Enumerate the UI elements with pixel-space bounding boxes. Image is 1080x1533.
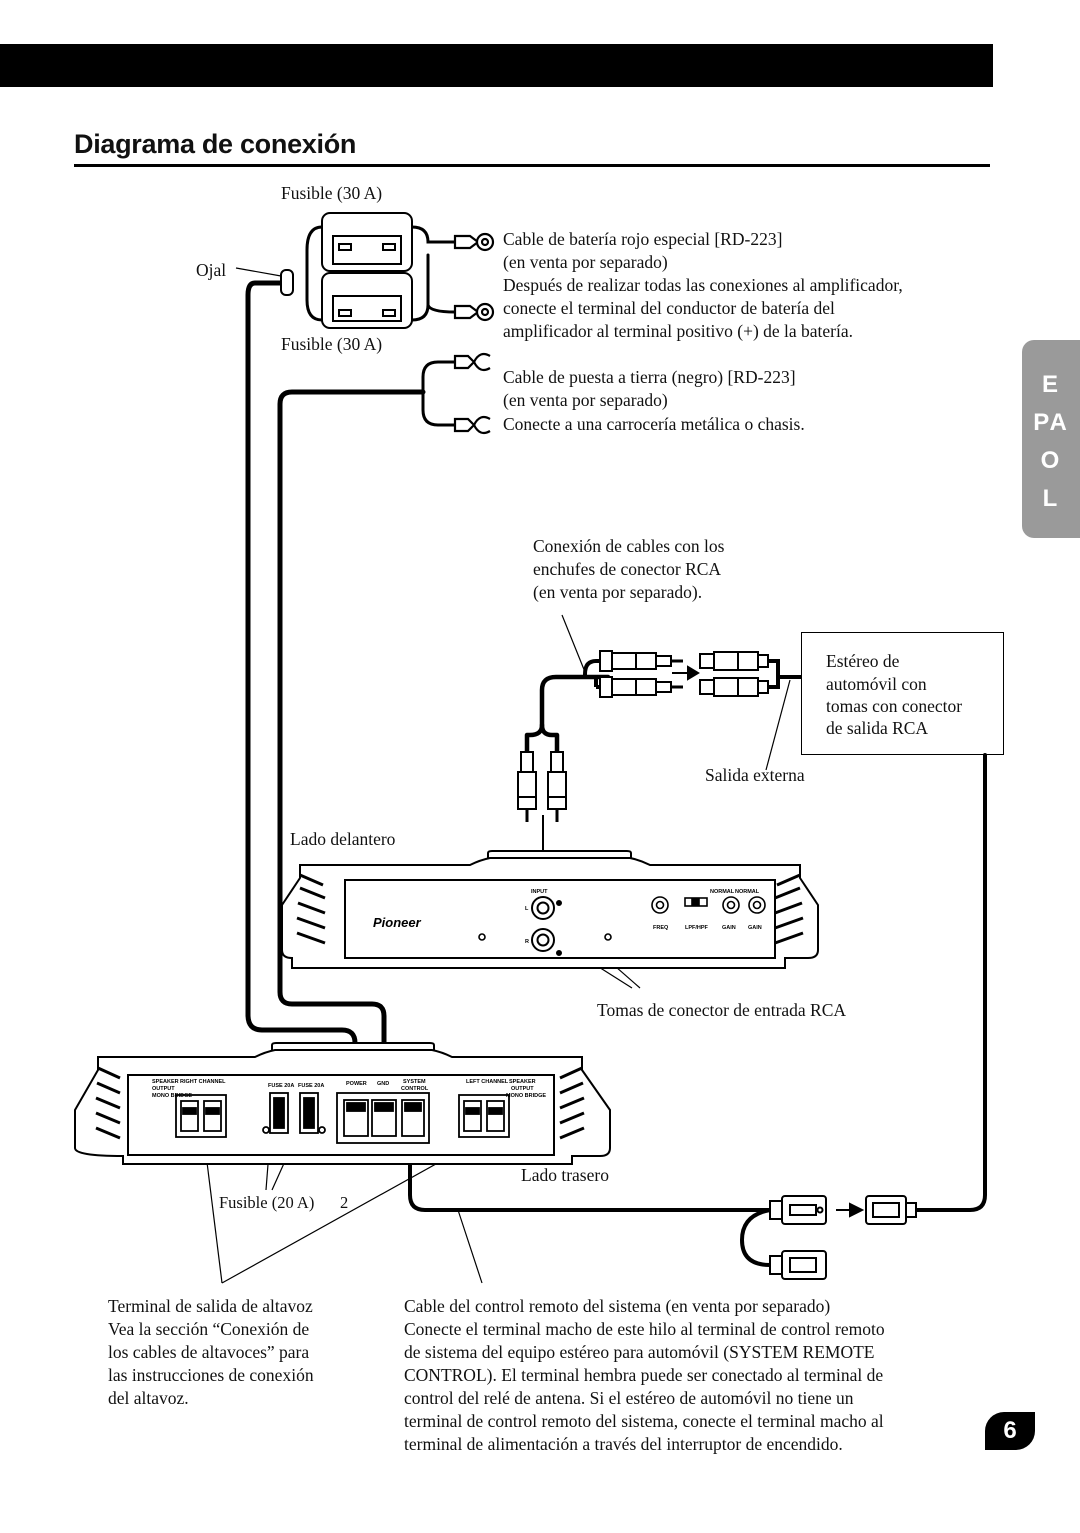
ground-cable: [280, 392, 423, 1105]
speaker-terminal-right: [176, 1095, 226, 1137]
grommet: [281, 270, 293, 295]
fuse-20a-count: 2: [340, 1193, 349, 1212]
rca-input-label: Tomas de conector de entrada RCA: [597, 1000, 847, 1020]
rear-output-l: OUTPUT: [511, 1086, 534, 1092]
stereo-label-2: automóvil con: [826, 674, 927, 694]
rear-output-r: OUTPUT: [152, 1086, 175, 1092]
rca-plugs-amp-side: [585, 651, 683, 697]
remote-female-connector-2: [770, 1251, 826, 1279]
amp-lpf-label: LPF/HPF: [685, 925, 708, 931]
speaker-note-4: las instrucciones de conexión: [108, 1365, 314, 1385]
rca-cable: [527, 677, 608, 752]
power-terminal-block: [337, 1093, 429, 1143]
rear-mono-bridge-r: MONO BRIDGE: [152, 1093, 193, 1099]
battery-note-3: amplificador al terminal positivo (+) de la batería.: [503, 321, 854, 341]
remote-note-2: Conecte el terminal macho de este hilo al terminal de control remoto: [404, 1319, 885, 1339]
battery-cable-label: Cable de batería rojo especial [RD-223]: [503, 229, 783, 249]
external-output-label: Salida externa: [705, 765, 805, 785]
amp-input-label: INPUT: [531, 889, 548, 895]
stereo-label-1: Estéreo de: [826, 651, 900, 671]
rear-left-channel: LEFT CHANNEL: [466, 1079, 509, 1085]
connect-arrow: [672, 667, 698, 679]
rca-note-1: Conexión de cables con los: [533, 536, 725, 556]
battery-note-1: Después de realizar todas las conexiones al amplificador,: [503, 275, 903, 295]
rca-note-2: enchufes de conector RCA: [533, 559, 722, 579]
rear-gnd: GND: [377, 1081, 390, 1087]
page-title: Diagrama de conexión: [74, 129, 357, 159]
fuse-holder-bottom: [322, 273, 412, 328]
amp-l-label: L: [525, 906, 529, 912]
speaker-note-2: Vea la sección “Conexión de: [108, 1319, 310, 1339]
battery-ring-terminals: [455, 234, 493, 320]
remote-note-7: terminal de alimentación a través del interruptor de encendido.: [404, 1434, 843, 1454]
ground-note: Conecte a una carrocería metálica o chasis.: [503, 414, 805, 434]
remote-note-6: terminal de control remoto del sistema, conecte el terminal macho al: [404, 1411, 884, 1431]
speaker-note-1: Terminal de salida de altavoz: [108, 1296, 313, 1316]
rear-mono-bridge-l: MONO BRIDGE: [506, 1093, 547, 1099]
speaker-note-3: los cables de altavoces” para: [108, 1342, 310, 1362]
remote-note-4: CONTROL). El terminal hembra puede ser conectado al terminal de: [404, 1365, 884, 1385]
fuse-20a-label: Fusible (20 A): [219, 1193, 315, 1212]
remote-female-connector: [866, 1196, 916, 1224]
rear-speaker-l: SPEAKER: [509, 1079, 536, 1085]
rear-speaker-r: SPEAKER: [152, 1079, 179, 1085]
rca-plugs-stereo-side: [700, 652, 801, 696]
battery-sold-label: (en venta por separado): [503, 252, 668, 272]
amp-freq-label: FREQ: [653, 925, 669, 931]
remote-note-1: Cable del control remoto del sistema (en venta por separado): [404, 1296, 831, 1316]
rear-control: CONTROL: [401, 1086, 429, 1092]
amp-normal-l: NORMAL: [710, 889, 735, 895]
fuse-holder-top: [322, 213, 412, 271]
amp-gain-r: GAIN: [748, 925, 762, 931]
rear-power: POWER: [346, 1081, 367, 1087]
front-side-label: Lado delantero: [290, 829, 396, 849]
language-tab-label: E PA O L: [1033, 371, 1078, 512]
remote-note-3: de sistema del equipo estéreo para automóvil (SYSTEM REMOTE: [404, 1342, 875, 1362]
rear-side-label: Lado trasero: [521, 1165, 609, 1185]
remote-note-5: control del relé de antena. Si el estéreo de automóvil no tiene un: [404, 1388, 854, 1408]
stereo-label-4: de salida RCA: [826, 718, 929, 738]
fuse-bottom-label: Fusible (30 A): [281, 334, 383, 354]
stereo-label-3: tomas con conector: [826, 696, 963, 716]
battery-note-2: conecte el terminal del conductor de batería del: [503, 298, 835, 318]
remote-arrow: [836, 1204, 862, 1216]
grommet-label: Ojal: [196, 260, 227, 280]
rear-system: SYSTEM: [403, 1079, 426, 1085]
ground-fork-terminals: [455, 354, 490, 433]
rca-plugs-vertical: [518, 752, 566, 822]
fuse-top-label: Fusible (30 A): [281, 183, 383, 203]
rca-note-3: (en venta por separado).: [533, 582, 703, 602]
ground-sold-label: (en venta por separado): [503, 390, 668, 410]
rear-fuse-b: FUSE 20A: [298, 1083, 325, 1089]
speaker-note-5: del altavoz.: [108, 1388, 189, 1408]
speaker-terminal-left: [459, 1095, 509, 1137]
rear-right-channel: RIGHT CHANNEL: [180, 1079, 226, 1085]
power-cable: [248, 283, 355, 1105]
amp-r-label: R: [525, 939, 529, 945]
pioneer-logo: Pioneer: [373, 915, 421, 930]
amp-gain-l: GAIN: [722, 925, 736, 931]
remote-male-connector: [770, 1196, 826, 1224]
ground-cable-label: Cable de puesta a tierra (negro) [RD-223]: [503, 367, 796, 387]
page-number: 6: [985, 1412, 1035, 1450]
rear-fuse-a: FUSE 20A: [268, 1083, 295, 1089]
amp-normal-r: NORMAL: [735, 889, 760, 895]
